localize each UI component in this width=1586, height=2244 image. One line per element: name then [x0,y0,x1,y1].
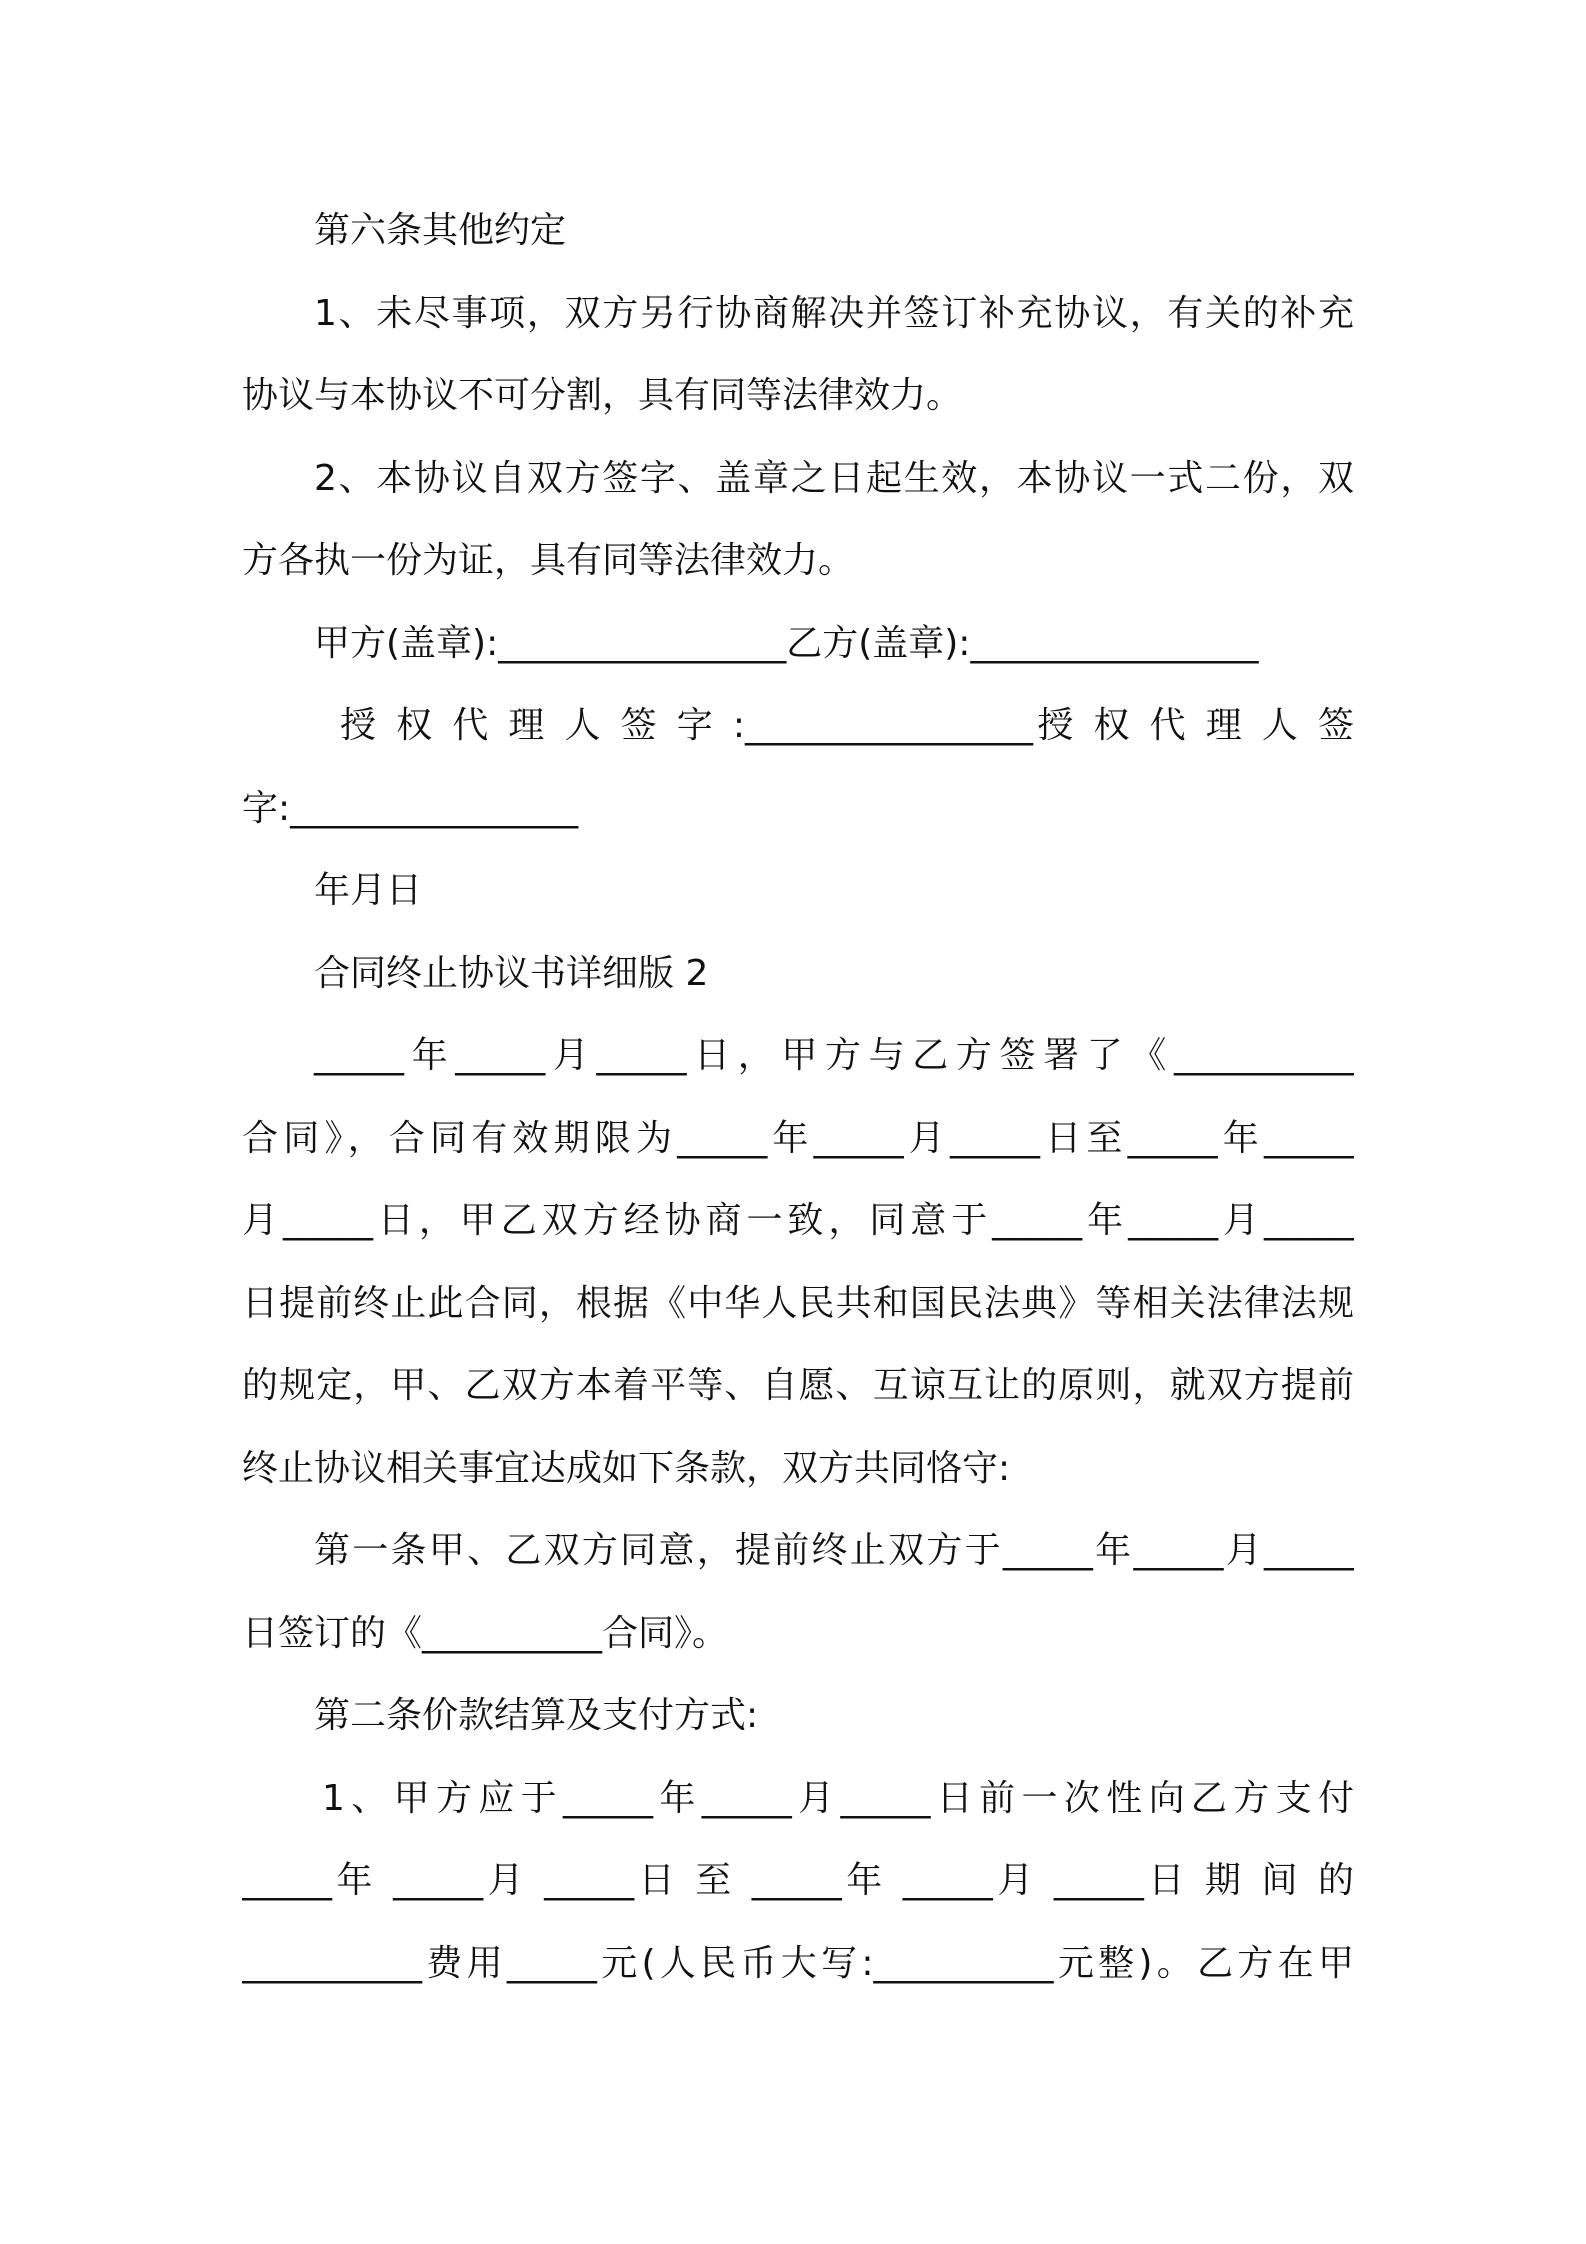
intro-line-3: 月_____日，甲乙双方经协商一致，同意于_____年_____月_____ [242,1200,1354,1241]
article-two-heading: 第二条价款结算及支付方式: [314,1695,759,1736]
article-one-line-2: 日签订的《__________合同》。 [242,1612,729,1654]
clause-six-2-line-1: 2、本协议自双方签字、盖章之日起生效，本协议一式二份，双 [314,457,1354,499]
clause-six-2-line-2: 方各执一份为证，具有同等法律效力。 [242,540,855,581]
party-seal-line: 甲方(盖章):________________乙方(盖章):________________ [314,622,1259,664]
article-two-clause-1-line-3: __________费用_____元(人民币大写:__________元整)。乙方在甲 [242,1942,1354,1984]
intro-line-2: 合同》，合同有效期限为_____年_____月_____日至_____年_____ [242,1117,1354,1159]
article-two-clause-1-line-1: 1、甲方应于_____年_____月_____日前一次性向乙方支付 [322,1777,1354,1819]
article-one-line-1: 第一条甲、乙双方同意，提前终止双方于_____年_____月_____ [314,1530,1354,1571]
article-six-heading: 第六条其他约定 [314,210,567,251]
clause-six-1-line-1: 1、未尽事项，双方另行协商解决并签订补充协议，有关的补充 [314,292,1354,334]
section-title: 合同终止协议书详细版 2 [314,952,709,994]
intro-line-6: 终止协议相关事宜达成如下条款，双方共同恪守: [242,1447,1011,1489]
agent-signature-line-2: 字:________________ [242,787,579,829]
intro-line-1: _____年_____月_____日，甲方与乙方签署了《__________ [314,1035,1354,1076]
agent-signature-line-1: 授 权 代 理 人 签 字 :________________授 权 代 理 人 签 [340,705,1354,746]
document-page [242,190,1354,2005]
date-line: 年月日 [314,870,423,911]
intro-line-5: 的规定，甲、乙双方本着平等、自愿、互谅互让的原则，就双方提前 [242,1365,1354,1406]
clause-six-1-line-2: 协议与本协议不可分割，具有同等法律效力。 [242,375,963,416]
article-two-clause-1-line-2: _____年 _____月 _____日 至 _____年 _____月 _____日 期 间 的 [242,1860,1354,1901]
intro-line-4: 日提前终止此合同，根据《中华人民共和国民法典》等相关法律法规 [242,1282,1354,1324]
